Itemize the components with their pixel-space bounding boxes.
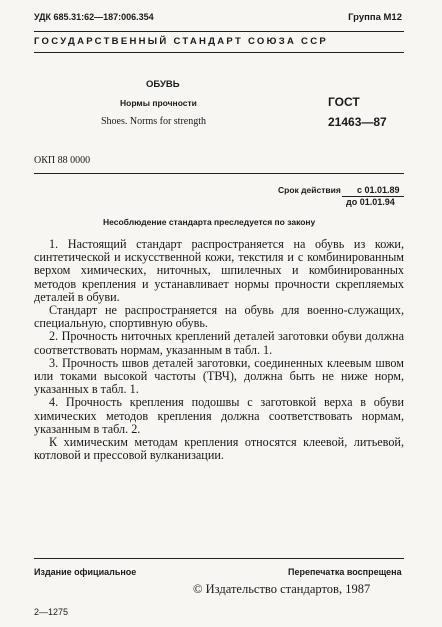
paragraph-3: 2. Прочность ниточных креплений деталей заготовки обуви должна соответствовать нормам, указанным в табл. 1.	[34, 329, 404, 357]
legal-warning: Несоблюдение стандарта преследуется по закону	[103, 217, 316, 227]
official-edition: Издание официальное	[34, 567, 137, 577]
top-divider	[34, 31, 404, 32]
paragraph-1: 1. Настоящий стандарт распространяется на обувь из кожи, синтетической и искусственной кожи, текстиля и с комбинированным верхом химических, ниточных, шпилечных и комбинированных методов крепления и устанавливает нормы прочности скрепляемых деталей в обуви.	[34, 237, 404, 304]
paragraph-6: К химическим методам крепления относятся клеевой, литьевой, котловой и прессовой вулканизации.	[34, 435, 404, 463]
copyright: © Издательство стандартов, 1987	[193, 582, 371, 596]
subtitle-english: Shoes. Norms for strength	[101, 116, 206, 127]
document-title: ОБУВЬ	[146, 79, 180, 90]
footer-divider	[34, 558, 404, 559]
validity-from: с 01.01.89	[357, 185, 400, 195]
paragraph-5: 4. Прочность крепления подошвы с заготовкой верха в обуви химических методов крепления должна соответствовать нормам, указанным в табл. 2.	[34, 395, 404, 436]
publication-number: 2—1275	[34, 607, 69, 617]
gost-number: 21463—87	[328, 115, 387, 129]
standard-body	[34, 238, 404, 462]
gost-label: ГОСТ	[328, 95, 360, 109]
banner-divider	[34, 52, 404, 53]
okp-code: ОКП 88 0000	[34, 155, 91, 166]
paragraph-2: Стандарт не распространяется на обувь для военно-служащих, специальную, спортивную обувь.	[34, 303, 404, 331]
reprint-prohibited: Перепечатка воспрещена	[288, 567, 402, 577]
subtitle-russian: Нормы прочности	[120, 98, 197, 108]
validity-label: Срок действия	[278, 185, 341, 195]
validity-to: до 01.01.94	[346, 197, 395, 207]
okp-divider	[34, 173, 404, 174]
group-code: Группа М12	[348, 12, 402, 23]
state-standard-banner: ГОСУДАРСТВЕННЫЙ СТАНДАРТ СОЮЗА ССР	[34, 36, 329, 47]
paragraph-4: 3. Прочность швов деталей заготовки, соединенных клеевым швом или токами высокой частоты (ТВЧ), должна быть не ниже норм, указанных в табл. 1.	[34, 355, 404, 397]
udk-code: УДК 685.31:62—187:006.354	[34, 12, 154, 22]
